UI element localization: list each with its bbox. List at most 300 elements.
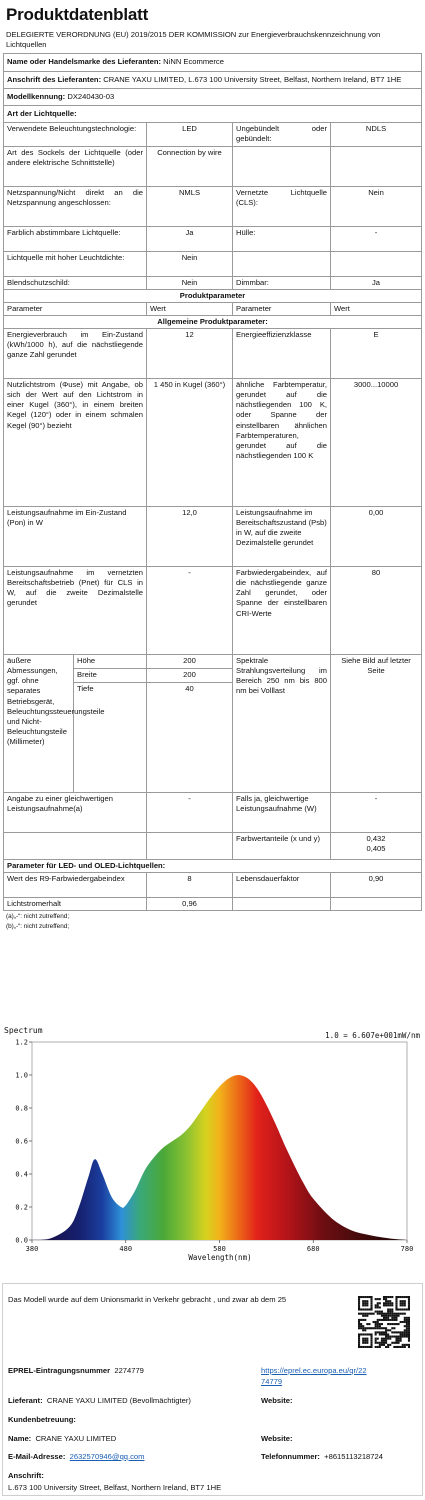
qr-module: [383, 1296, 385, 1298]
qr-module: [379, 1325, 381, 1327]
qr-module: [389, 1323, 391, 1325]
spectrum-area: [32, 1075, 407, 1240]
qr-module: [364, 1342, 366, 1344]
qr-module: [379, 1333, 381, 1335]
general-row-value2: 80: [331, 567, 422, 655]
general-row-value2: 3000...10000: [331, 379, 422, 507]
qr-module: [360, 1323, 362, 1325]
footnote-b: (b)„-“: nicht zutreffend;: [6, 923, 70, 931]
qr-module: [391, 1308, 393, 1310]
qr-module: [406, 1308, 408, 1310]
qr-module: [358, 1300, 360, 1302]
qr-module: [375, 1311, 377, 1313]
qr-module: [408, 1321, 410, 1323]
y-tick-label: 0.6: [15, 1137, 28, 1146]
qr-module: [383, 1313, 385, 1315]
qr-module: [362, 1308, 364, 1310]
datasheet-table: [3, 53, 422, 911]
light-row-label2: Vernetzte Lichtquelle (CLS):: [233, 186, 331, 226]
qr-module: [381, 1311, 383, 1313]
equivalent-row: [4, 793, 422, 833]
qr-module: [362, 1319, 364, 1321]
qr-module: [387, 1323, 389, 1325]
light-row-value: Nein: [147, 276, 233, 289]
qr-module: [375, 1340, 377, 1342]
qr-module: [360, 1327, 362, 1329]
dimensions-label2: Spektrale Strahlungsverteilung im Bereich 250 nm bis 800 nm bei Volllast: [233, 655, 331, 793]
chroma-y: 0,405: [366, 844, 386, 854]
regulation-text: DELEGIERTE VERORDNUNG (EU) 2019/2015 DER KOMMISSION zur Energieverbrauchskennzeichnung von Lichtquellen: [6, 29, 381, 49]
qr-module: [406, 1344, 408, 1346]
supplier-line: [8, 1396, 191, 1405]
qr-module: [368, 1327, 370, 1329]
light-row-value: Connection by wire: [147, 146, 233, 186]
qr-module: [408, 1298, 410, 1300]
qr-module: [400, 1308, 402, 1310]
qr-module: [377, 1298, 379, 1300]
qr-module: [364, 1300, 366, 1302]
general-row-label2: ähnliche Farbtemperatur, gerundet auf die nächstliegenden 100 K, oder Spanne der einstellbaren ähnlichen Farbtemperaturen, gerundet auf die nächstliegenden 100 K: [233, 379, 331, 507]
light-type-header: Art der Lichtquelle:: [4, 105, 422, 122]
qr-module: [364, 1308, 366, 1310]
chroma-values: [331, 833, 422, 860]
qr-module: [408, 1327, 410, 1329]
qr-module: [379, 1302, 381, 1304]
qr-module: [393, 1319, 395, 1321]
qr-module: [370, 1333, 372, 1335]
qr-module: [370, 1300, 372, 1302]
qr-module: [400, 1336, 402, 1338]
qr-module: [375, 1321, 377, 1323]
qr-module: [364, 1333, 366, 1335]
x-tick-label: 380: [25, 1245, 39, 1253]
qr-module: [404, 1319, 406, 1321]
chroma-empty: [4, 833, 147, 860]
qr-module: [385, 1313, 387, 1315]
qr-module: [389, 1300, 391, 1302]
qr-module: [395, 1319, 397, 1321]
qr-module: [358, 1344, 360, 1346]
qr-module: [358, 1336, 360, 1338]
qr-module: [398, 1296, 400, 1298]
qr-module: [395, 1346, 397, 1348]
light-row-value: LED: [147, 122, 233, 146]
chart-annotation: 1.0 = 6.607e+001mW/nm: [325, 1031, 420, 1040]
qr-module: [385, 1304, 387, 1306]
led-row-value: 8: [147, 873, 233, 898]
y-tick-label: 0.2: [15, 1203, 28, 1212]
qr-module: [408, 1302, 410, 1304]
product-params-header: Produktparameter: [4, 289, 422, 302]
qr-module: [360, 1319, 362, 1321]
qr-module: [358, 1321, 360, 1323]
qr-module: [395, 1331, 397, 1333]
qr-module: [402, 1308, 404, 1310]
qr-module: [406, 1327, 408, 1329]
qr-module: [387, 1300, 389, 1302]
qr-module: [385, 1317, 387, 1319]
qr-module: [391, 1323, 393, 1325]
qr-module: [377, 1327, 379, 1329]
qr-module: [383, 1333, 385, 1335]
col-header-value: Wert: [147, 303, 233, 316]
qr-module: [395, 1304, 397, 1306]
qr-module: [377, 1304, 379, 1306]
qr-module: [377, 1302, 379, 1304]
qr-module: [368, 1346, 370, 1348]
general-header: Allgemeine Produktparameter:: [4, 316, 422, 329]
qr-module: [383, 1344, 385, 1346]
qr-module: [387, 1329, 389, 1331]
equivalent-label2: Falls ja, gleichwertige Leistungsaufnahme (W): [233, 793, 331, 833]
customer-label: [8, 1415, 76, 1424]
general-row-0: [4, 329, 422, 379]
light-type-header-row: [4, 105, 422, 122]
qr-module: [408, 1306, 410, 1308]
qr-module: [393, 1346, 395, 1348]
led-row-label2: [233, 898, 331, 911]
qr-module: [387, 1302, 389, 1304]
qr-module: [391, 1336, 393, 1338]
qr-module: [375, 1333, 377, 1335]
qr-module: [406, 1333, 408, 1335]
eprel-card: [2, 1283, 423, 1496]
qr-module: [404, 1308, 406, 1310]
qr-module: [398, 1342, 400, 1344]
qr-module: [360, 1333, 362, 1335]
qr-module: [402, 1331, 404, 1333]
qr-module: [395, 1296, 397, 1298]
qr-module: [408, 1325, 410, 1327]
dimension-value: 200: [147, 655, 233, 669]
led-row-label: Wert des R9-Farbwiedergabeindex: [4, 873, 147, 898]
chroma-x: 0,432: [366, 834, 386, 844]
qr-module: [408, 1296, 410, 1298]
y-tick-label: 1.2: [15, 1038, 28, 1047]
qr-module: [387, 1296, 389, 1298]
card-supplier-value: CRANE YAXU LIMITED (Bevollmächtigter): [46, 1396, 191, 1405]
qr-module: [370, 1346, 372, 1348]
qr-module: [375, 1327, 377, 1329]
light-row-label: Farblich abstimmbare Lichtquelle:: [4, 226, 147, 251]
qr-module: [385, 1331, 387, 1333]
qr-module: [370, 1298, 372, 1300]
qr-module: [398, 1315, 400, 1317]
phone-label: Telefonnummer:: [261, 1452, 320, 1461]
chart-plot-area: [15, 1039, 413, 1254]
qr-module: [379, 1306, 381, 1308]
qr-module: [389, 1304, 391, 1306]
qr-module: [406, 1319, 408, 1321]
address-label-card: [8, 1471, 44, 1480]
qr-module: [383, 1315, 385, 1317]
light-row-label2: [233, 146, 331, 186]
qr-module: [362, 1327, 364, 1329]
qr-module: [389, 1313, 391, 1315]
qr-module: [379, 1311, 381, 1313]
qr-module: [385, 1315, 387, 1317]
qr-module: [391, 1342, 393, 1344]
qr-module: [400, 1304, 402, 1306]
qr-module: [406, 1329, 408, 1331]
general-row-label: Nutzlichtstrom (Φuse) mit Angabe, ob sich der Wert auf den Lichtstrom in einer Kugel (360°), in einem breiten Kegel (120°) oder in einem schmalen Kegel (90°) bezieht: [4, 379, 147, 507]
customer-label-text: Kundenbetreuung:: [8, 1415, 76, 1424]
led-row-1: [4, 898, 422, 911]
light-row-value: Nein: [147, 251, 233, 276]
qr-module: [404, 1304, 406, 1306]
qr-module: [404, 1300, 406, 1302]
qr-module: [377, 1311, 379, 1313]
chart-xlabel: Wavelength(nm): [188, 1253, 252, 1262]
chroma-empty2: [147, 833, 233, 860]
qr-module: [375, 1306, 377, 1308]
qr-module: [358, 1302, 360, 1304]
qr-module: [387, 1333, 389, 1335]
light-row-3: [4, 226, 422, 251]
led-row-value: 0,96: [147, 898, 233, 911]
general-row-label2: Farbwiedergabeindex, auf die nächstliegende ganze Zahl gerundet, oder Spanne der einstellbaren CRI-Werte: [233, 567, 331, 655]
qr-module: [370, 1327, 372, 1329]
name-value: CRANE YAXU LIMITED: [35, 1434, 117, 1443]
qr-module: [387, 1319, 389, 1321]
qr-module: [387, 1311, 389, 1313]
qr-module: [364, 1338, 366, 1340]
qr-module: [391, 1296, 393, 1298]
qr-module: [364, 1315, 366, 1317]
qr-module: [373, 1327, 375, 1329]
qr-module: [402, 1321, 404, 1323]
general-row-value2: 0,00: [331, 507, 422, 567]
product-params-header-row: [4, 289, 422, 302]
x-tick-label: 480: [119, 1245, 133, 1253]
qr-module: [408, 1317, 410, 1319]
qr-module: [375, 1331, 377, 1333]
qr-module: [379, 1298, 381, 1300]
qr-module: [381, 1319, 383, 1321]
dimension-key: Breite: [74, 669, 147, 683]
qr-module: [402, 1304, 404, 1306]
light-row-label: Art des Sockels der Lichtquelle (oder andere elektrische Schnittstelle): [4, 146, 147, 186]
eprel-url-line1[interactable]: https://eprel.ec.europa.eu/qr/22: [261, 1366, 367, 1375]
qr-module: [362, 1329, 364, 1331]
qr-module: [375, 1325, 377, 1327]
supplier-row: [4, 54, 422, 71]
x-tick-label: 580: [213, 1245, 226, 1253]
light-row-label: Verwendete Beleuchtungstechnologie:: [4, 122, 147, 146]
light-row-0: [4, 122, 422, 146]
led-row-0: [4, 873, 422, 898]
qr-module: [366, 1342, 368, 1344]
general-row-1: [4, 379, 422, 507]
qr-module: [404, 1333, 406, 1335]
qr-module: [366, 1302, 368, 1304]
light-row-value2: [331, 251, 422, 276]
qr-module: [402, 1336, 404, 1338]
qr-module: [364, 1327, 366, 1329]
light-row-2: [4, 186, 422, 226]
general-row-label2: Energieeffizienzklasse: [233, 329, 331, 379]
qr-module: [379, 1344, 381, 1346]
qr-module: [366, 1296, 368, 1298]
qr-module: [402, 1300, 404, 1302]
y-tick-label: 0.0: [15, 1236, 28, 1245]
qr-module: [404, 1336, 406, 1338]
qr-module: [360, 1346, 362, 1348]
qr-module: [408, 1308, 410, 1310]
qr-module: [402, 1346, 404, 1348]
qr-module: [391, 1315, 393, 1317]
qr-module: [385, 1298, 387, 1300]
qr-module: [404, 1329, 406, 1331]
qr-module: [366, 1340, 368, 1342]
qr-module: [395, 1323, 397, 1325]
qr-module: [381, 1327, 383, 1329]
light-row-value: NMLS: [147, 186, 233, 226]
qr-module: [395, 1313, 397, 1315]
qr-module: [398, 1340, 400, 1342]
qr-module: [377, 1306, 379, 1308]
qr-code-icon[interactable]: [358, 1296, 410, 1348]
general-row-label2: Leistungsaufnahme im Bereitschaftszustand (Psb) in W, auf die zweite Dezimalstelle gerundet: [233, 507, 331, 567]
qr-module: [377, 1342, 379, 1344]
light-row-value: Ja: [147, 226, 233, 251]
qr-module: [385, 1346, 387, 1348]
col-header-parameter: Parameter: [4, 303, 147, 316]
qr-module: [366, 1333, 368, 1335]
page-title: Produktdatenblatt: [6, 5, 149, 24]
qr-module: [362, 1346, 364, 1348]
qr-module: [358, 1308, 360, 1310]
qr-module: [375, 1346, 377, 1348]
qr-module: [370, 1304, 372, 1306]
qr-module: [391, 1302, 393, 1304]
qr-module: [387, 1313, 389, 1315]
qr-module: [370, 1296, 372, 1298]
qr-module: [400, 1321, 402, 1323]
qr-module: [364, 1346, 366, 1348]
y-tick-label: 0.8: [15, 1104, 28, 1113]
card-supplier-label: Lieferant:: [8, 1396, 43, 1405]
qr-module: [358, 1342, 360, 1344]
qr-module: [368, 1323, 370, 1325]
qr-module: [391, 1313, 393, 1315]
qr-module: [404, 1296, 406, 1298]
qr-module: [379, 1331, 381, 1333]
qr-module: [360, 1296, 362, 1298]
led-row-label: Lichtstromerhalt: [4, 898, 147, 911]
phone-line: [261, 1452, 383, 1461]
qr-module: [398, 1308, 400, 1310]
qr-module: [373, 1321, 375, 1323]
qr-module: [375, 1323, 377, 1325]
qr-module: [402, 1344, 404, 1346]
chroma-label: Farbwertanteile (x und y): [233, 833, 331, 860]
general-row-value: 12,0: [147, 507, 233, 567]
qr-module: [362, 1315, 364, 1317]
qr-module: [377, 1321, 379, 1323]
qr-module: [389, 1338, 391, 1340]
qr-module: [385, 1327, 387, 1329]
qr-module: [364, 1329, 366, 1331]
qr-module: [366, 1315, 368, 1317]
qr-module: [358, 1323, 360, 1325]
qr-module: [408, 1344, 410, 1346]
website2-label-text: Website:: [261, 1434, 293, 1443]
eprel-reg-value: 2274779: [114, 1366, 144, 1375]
qr-module: [404, 1331, 406, 1333]
qr-module: [377, 1323, 379, 1325]
qr-module: [358, 1340, 360, 1342]
dimension-key: Höhe: [74, 655, 147, 669]
qr-module: [395, 1338, 397, 1340]
qr-module: [375, 1338, 377, 1340]
qr-module: [362, 1333, 364, 1335]
qr-module: [398, 1338, 400, 1340]
qr-module: [383, 1331, 385, 1333]
led-row-label2: Lebensdauerfaktor: [233, 873, 331, 898]
dimension-key: Tiefe: [74, 683, 147, 793]
qr-module: [389, 1315, 391, 1317]
model-label: Modellkennung:: [7, 91, 66, 101]
email-link[interactable]: 2632570946@qq.com: [69, 1452, 145, 1461]
eprel-reg: [8, 1366, 144, 1375]
qr-module: [362, 1300, 364, 1302]
qr-module: [377, 1313, 379, 1315]
qr-module: [395, 1308, 397, 1310]
qr-module: [362, 1313, 364, 1315]
qr-module: [387, 1304, 389, 1306]
qr-module: [389, 1319, 391, 1321]
qr-module: [400, 1333, 402, 1335]
equivalent-value2: -: [331, 793, 422, 833]
qr-module: [385, 1340, 387, 1342]
qr-module: [370, 1308, 372, 1310]
qr-module: [393, 1331, 395, 1333]
address-row: [4, 71, 422, 88]
qr-module: [366, 1327, 368, 1329]
phone-value: +8615113218724: [324, 1452, 383, 1461]
general-row-2: [4, 507, 422, 567]
col-header-parameter2: Parameter: [233, 303, 331, 316]
eprel-url[interactable]: [261, 1366, 367, 1387]
qr-module: [385, 1329, 387, 1331]
light-row-1: [4, 146, 422, 186]
light-row-value2: Nein: [331, 186, 422, 226]
qr-module: [395, 1306, 397, 1308]
qr-module: [387, 1336, 389, 1338]
eprel-reg-label: EPREL-Eintragungsnummer: [8, 1366, 111, 1375]
qr-module: [358, 1306, 360, 1308]
general-header-row: [4, 316, 422, 329]
website-label: [261, 1396, 293, 1405]
dimensions-value2: Siehe Bild auf letzter Seite: [331, 655, 422, 793]
qr-module: [385, 1336, 387, 1338]
general-row-label: Energieverbrauch im Ein-Zustand (kWh/1000 h), auf die nächstliegende ganze Zahl gerundet: [4, 329, 147, 379]
qr-module: [370, 1338, 372, 1340]
qr-module: [383, 1338, 385, 1340]
qr-module: [389, 1302, 391, 1304]
qr-module: [404, 1346, 406, 1348]
led-header-row: [4, 860, 422, 873]
qr-module: [402, 1302, 404, 1304]
qr-module: [393, 1342, 395, 1344]
qr-module: [383, 1319, 385, 1321]
qr-module: [381, 1313, 383, 1315]
qr-module: [370, 1344, 372, 1346]
eprel-url-line2[interactable]: 74779: [261, 1376, 283, 1386]
qr-module: [385, 1333, 387, 1335]
market-text: Das Modell wurde auf dem Unionsmarkt in Verkehr gebracht , und zwar ab dem 25: [8, 1295, 287, 1304]
